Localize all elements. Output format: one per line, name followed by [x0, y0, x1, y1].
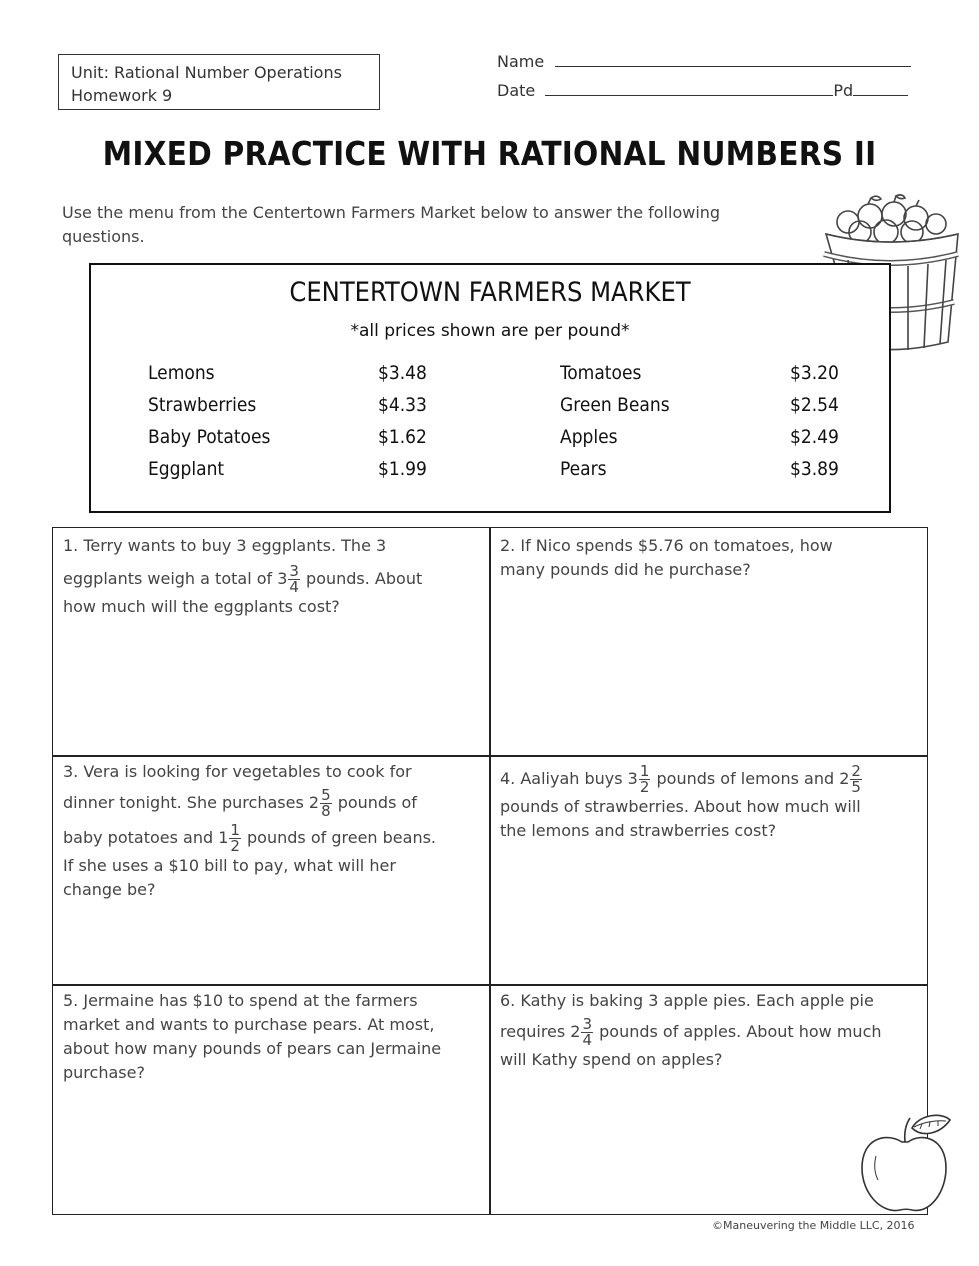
fraction-denominator: 4 [289, 578, 299, 596]
fraction [581, 1017, 593, 1048]
fraction [229, 823, 241, 854]
question-text: 4. Aaliyah buys 3 [500, 769, 638, 788]
apple-illustration [856, 1112, 956, 1216]
menu-item-price: $3.48 [378, 362, 427, 384]
fraction-denominator: 8 [321, 802, 331, 820]
fraction-denominator: 2 [230, 837, 240, 855]
question-4 [500, 764, 920, 843]
question-6-line: 6. Kathy is baking 3 apple pies. Each apple pie [500, 991, 874, 1010]
homework-label: Homework 9 [71, 86, 173, 105]
name-field[interactable] [555, 52, 911, 67]
fraction-numerator: 5 [321, 786, 331, 804]
fraction-numerator: 1 [230, 821, 240, 839]
pd-label: Pd [833, 81, 854, 100]
unit-label: Unit: Rational Number Operations [71, 63, 342, 82]
name-date-area [497, 52, 911, 110]
fraction-numerator: 1 [639, 762, 650, 780]
question-text: pounds of green beans. [241, 828, 436, 847]
menu-item-price: $2.49 [790, 426, 839, 448]
menu-item-name: Tomatoes [560, 362, 642, 384]
question-1 [63, 534, 473, 619]
question-4-line [500, 764, 920, 795]
question-1-line: 1. Terry wants to buy 3 eggplants. The 3 [63, 536, 387, 555]
menu-item-name: Lemons [148, 362, 215, 384]
date-row [497, 81, 911, 110]
menu-item-name: Eggplant [148, 458, 225, 480]
fraction-denominator: 5 [851, 778, 861, 796]
intro-text: Use the menu from the Centertown Farmers Market below to answer the following questions. [62, 203, 721, 246]
menu-item-price: $3.89 [790, 458, 839, 480]
fraction [320, 788, 332, 819]
menu-item-name: Green Beans [560, 394, 670, 416]
question-2-line: 2. If Nico spends $5.76 on tomatoes, how [500, 536, 833, 555]
question-1-line: how much will the eggplants cost? [63, 597, 340, 616]
pd-field[interactable] [853, 81, 908, 96]
date-field[interactable] [545, 81, 833, 96]
menu-item-price: $2.54 [790, 394, 839, 416]
menu-item-name: Pears [560, 458, 607, 480]
question-6 [500, 989, 920, 1072]
menu-title: CENTERTOWN FARMERS MARKET [289, 277, 691, 308]
menu-item-price: $1.62 [378, 426, 427, 448]
grid-divider-vertical [489, 528, 491, 1214]
question-3 [63, 760, 473, 902]
question-text: pounds of [332, 793, 417, 812]
fraction [850, 764, 862, 795]
question-text: eggplants weigh a total of 3 [63, 569, 288, 588]
menu-item-price: $1.99 [378, 458, 427, 480]
name-row [497, 52, 911, 81]
fraction-numerator: 2 [851, 762, 861, 780]
question-3-line: 3. Vera is looking for vegetables to cook for [63, 762, 412, 781]
question-4-line: pounds of strawberries. About how much will [500, 797, 861, 816]
question-5 [63, 989, 473, 1085]
copyright-footer: ©Maneuvering the Middle LLC, 2016 [712, 1219, 915, 1232]
fraction-denominator: 4 [582, 1031, 593, 1049]
name-label: Name [497, 52, 545, 71]
menu-item-price: $3.20 [790, 362, 839, 384]
fraction-numerator: 3 [582, 1015, 593, 1033]
menu-item-name: Strawberries [148, 394, 257, 416]
question-3-line [63, 788, 473, 819]
grid-divider-horizontal [53, 755, 927, 757]
menu-note: *all prices shown are per pound* [350, 321, 630, 341]
question-2-line: many pounds did he purchase? [500, 560, 751, 579]
question-text: requires 2 [500, 1022, 581, 1041]
fraction [288, 564, 300, 595]
question-5-line: about how many pounds of pears can Jermaine [63, 1039, 442, 1058]
question-text: pounds. About [300, 569, 423, 588]
fraction-denominator: 2 [639, 778, 650, 796]
question-3-line [63, 823, 473, 854]
page-title: MIXED PRACTICE WITH RATIONAL NUMBERS II [102, 134, 877, 173]
question-4-line: the lemons and strawberries cost? [500, 821, 777, 840]
question-5-line: market and wants to purchase pears. At most, [63, 1015, 435, 1034]
date-label: Date [497, 81, 536, 100]
question-3-line: If she uses a $10 bill to pay, what will her [63, 856, 396, 875]
question-text: pounds of lemons and 2 [651, 769, 850, 788]
question-text: pounds of apples. About how much [594, 1022, 882, 1041]
question-5-line: 5. Jermaine has $10 to spend at the farmers [63, 991, 418, 1010]
question-2 [500, 534, 910, 582]
question-6-line: will Kathy spend on apples? [500, 1050, 723, 1069]
menu-item-name: Apples [560, 426, 618, 448]
fraction-numerator: 3 [289, 562, 299, 580]
market-menu [89, 263, 891, 513]
question-text: dinner tonight. She purchases 2 [63, 793, 320, 812]
question-text: baby potatoes and 1 [63, 828, 229, 847]
menu-item-price: $4.33 [378, 394, 427, 416]
question-5-line: purchase? [63, 1063, 145, 1082]
question-grid [52, 527, 928, 1215]
grid-divider-horizontal [53, 984, 927, 986]
question-1-line [63, 564, 473, 595]
unit-box [58, 54, 380, 110]
question-6-line [500, 1017, 920, 1048]
fraction [639, 764, 651, 795]
question-3-line: change be? [63, 880, 156, 899]
menu-item-name: Baby Potatoes [148, 426, 271, 448]
